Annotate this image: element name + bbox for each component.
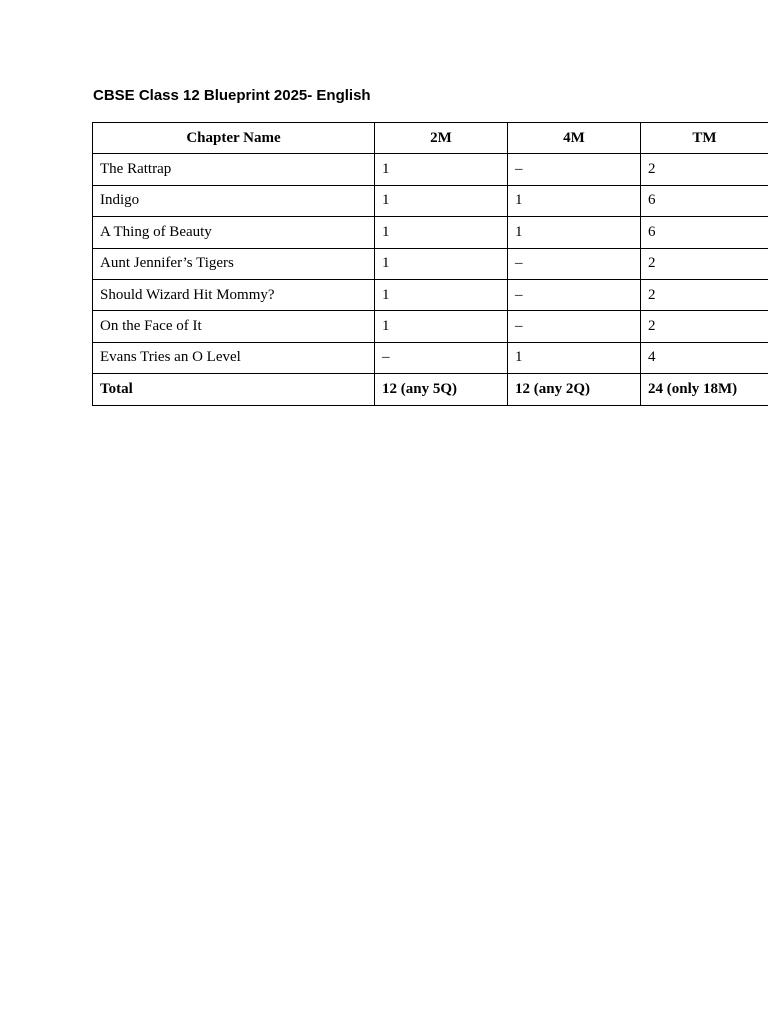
cell-4m: –	[508, 154, 641, 185]
cell-chapter: Evans Tries an O Level	[93, 342, 375, 373]
cell-chapter: Aunt Jennifer’s Tigers	[93, 248, 375, 279]
cell-chapter: On the Face of It	[93, 311, 375, 342]
header-2m: 2M	[375, 123, 508, 154]
total-2m: 12 (any 5Q)	[375, 374, 508, 405]
total-4m: 12 (any 2Q)	[508, 374, 641, 405]
total-label: Total	[93, 374, 375, 405]
header-4m: 4M	[508, 123, 641, 154]
table-row	[93, 185, 768, 216]
cell-tm: 6	[641, 217, 768, 248]
header-chapter-name: Chapter Name	[93, 123, 375, 154]
table-row	[93, 342, 768, 373]
cell-2m: 1	[375, 217, 508, 248]
cell-tm: 6	[641, 185, 768, 216]
cell-tm: 2	[641, 154, 768, 185]
header-tm: TM	[641, 123, 768, 154]
cell-tm: 2	[641, 248, 768, 279]
page-title: CBSE Class 12 Blueprint 2025- English	[93, 87, 371, 104]
table-row	[93, 217, 768, 248]
cell-2m: 1	[375, 311, 508, 342]
cell-chapter: A Thing of Beauty	[93, 217, 375, 248]
cell-tm: 2	[641, 279, 768, 310]
cell-tm: 2	[641, 311, 768, 342]
cell-2m: –	[375, 342, 508, 373]
cell-4m: –	[508, 248, 641, 279]
total-row	[93, 374, 768, 405]
cell-2m: 1	[375, 185, 508, 216]
cell-chapter: Indigo	[93, 185, 375, 216]
table-row	[93, 154, 768, 185]
cell-2m: 1	[375, 154, 508, 185]
cell-4m: –	[508, 311, 641, 342]
cell-tm: 4	[641, 342, 768, 373]
blueprint-table	[92, 122, 768, 406]
cell-chapter: Should Wizard Hit Mommy?	[93, 279, 375, 310]
cell-4m: 1	[508, 185, 641, 216]
total-tm: 24 (only 18M)	[641, 374, 768, 405]
cell-4m: –	[508, 279, 641, 310]
cell-chapter: The Rattrap	[93, 154, 375, 185]
table-row	[93, 248, 768, 279]
table-row	[93, 279, 768, 310]
table-row	[93, 311, 768, 342]
cell-4m: 1	[508, 217, 641, 248]
cell-4m: 1	[508, 342, 641, 373]
cell-2m: 1	[375, 279, 508, 310]
cell-2m: 1	[375, 248, 508, 279]
table-header-row	[93, 123, 768, 154]
